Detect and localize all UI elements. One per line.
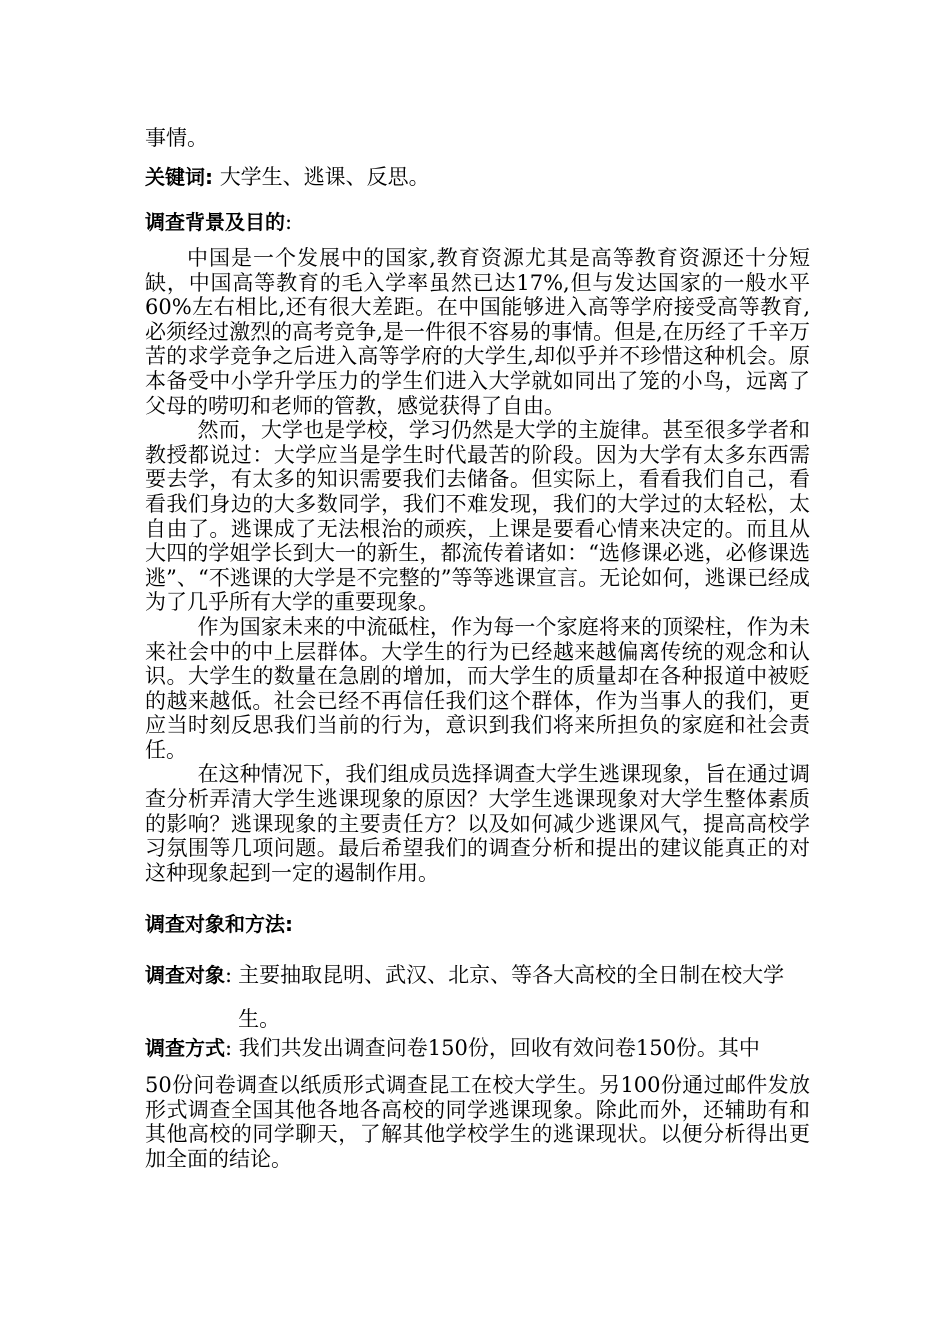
background-paragraph: 作为国家未来的中流砥柱，作为每一个家庭将来的顶梁柱，作为未来社会中的中上层群体。大学生的行为已经越来越偏离传统的观念和认识。大学生的数量在急剧的增加，而大学生的质量却在各种报道中被贬的越来越低。社会已经不再信任我们这个群体，作为当事人的我们，更应当时刻反思我们当前的行为，意识到我们将来所担负的家庭和社会责任。	[145, 614, 810, 762]
keywords-line	[145, 163, 810, 191]
keywords-colon: :	[205, 165, 213, 189]
methods-heading-colon: :	[285, 912, 293, 936]
approach-label-colon: :	[225, 1036, 233, 1060]
subjects-label: 调查对象	[145, 963, 225, 987]
section-heading-methods	[145, 910, 810, 938]
background-paragraph: 在这种情况下，我们组成员选择调查大学生逃课现象，旨在通过调查分析弄清大学生逃课现象的原因？大学生逃课现象对大学生整体素质的影响？逃课现象的主要责任方？以及如何减少逃课风气，提高高校学习氛围等几项问题。最后希望我们的调查分析和提出的建议能真正的对这种现象起到一定的遏制作用。	[145, 762, 810, 885]
background-paragraph: 中国是一个发展中的国家,教育资源尤其是高等教育资源还十分短缺，中国高等教育的毛入学率虽然已达17%,但与发达国家的一般水平60%左右相比,还有很大差距。在中国能够进入高等学府接受高等教育,必须经过激烈的高考竞争,是一件很不容易的事情。但是,在历经了千辛万苦的求学竞争之后进入高等学府的大学生,却似乎并不珍惜这种机会。原本备受中小学升学压力的学生们进入大学就如同出了笼的小鸟，远离了父母的唠叨和老师的管教，感觉获得了自由。	[145, 246, 810, 418]
subjects-label-colon: :	[225, 963, 233, 987]
keywords-label: 关键词	[145, 165, 205, 189]
background-heading-colon: :	[285, 210, 293, 234]
methods-heading: 调查对象和方法	[145, 912, 285, 936]
subjects-text: 主要抽取昆明、武汉、北京、等各大高校的全日制在校大学生。	[238, 963, 785, 1031]
section-heading-background	[145, 208, 810, 236]
keywords-value: 大学生、逃课、反思。	[219, 165, 430, 189]
background-paragraph: 然而，大学也是学校，学习仍然是大学的主旋律。甚至很多学者和教授都说过：大学应当是学生时代最苦的阶段。因为大学有太多东西需要去学，有太多的知识需要我们去储备。但实际上，看看我们自己，看看我们身边的大多数同学，我们不难发现，我们的大学过的太轻松，太自由了。逃课成了无法根治的顽疾，上课是要看心情来决定的。而且从大四的学姐学长到大一的新生，都流传着诸如：“选修课必逃，必修课选逃”、“不逃课的大学是不完整的”等等逃课宣言。无论如何，逃课已经成为了几乎所有大学的重要现象。	[145, 418, 810, 615]
approach-line	[145, 1028, 810, 1068]
background-heading: 调查背景及目的	[145, 210, 285, 234]
approach-first-line: 我们共发出调查问卷150份，回收有效问卷150份。其中	[238, 1036, 760, 1060]
background-body	[145, 246, 810, 885]
intro-tail: 事情。	[145, 126, 208, 150]
approach-continuation: 50份问卷调查以纸质形式调查昆工在校大学生。另100份通过邮件发放形式调查全国其他各地各高校的同学逃课现象。除此而外，还辅助有和其他高校的同学聊天，了解其他学校学生的逃课现状。以便分析得出更加全面的结论。	[145, 1073, 810, 1171]
approach-label: 调查方式	[145, 1036, 225, 1060]
